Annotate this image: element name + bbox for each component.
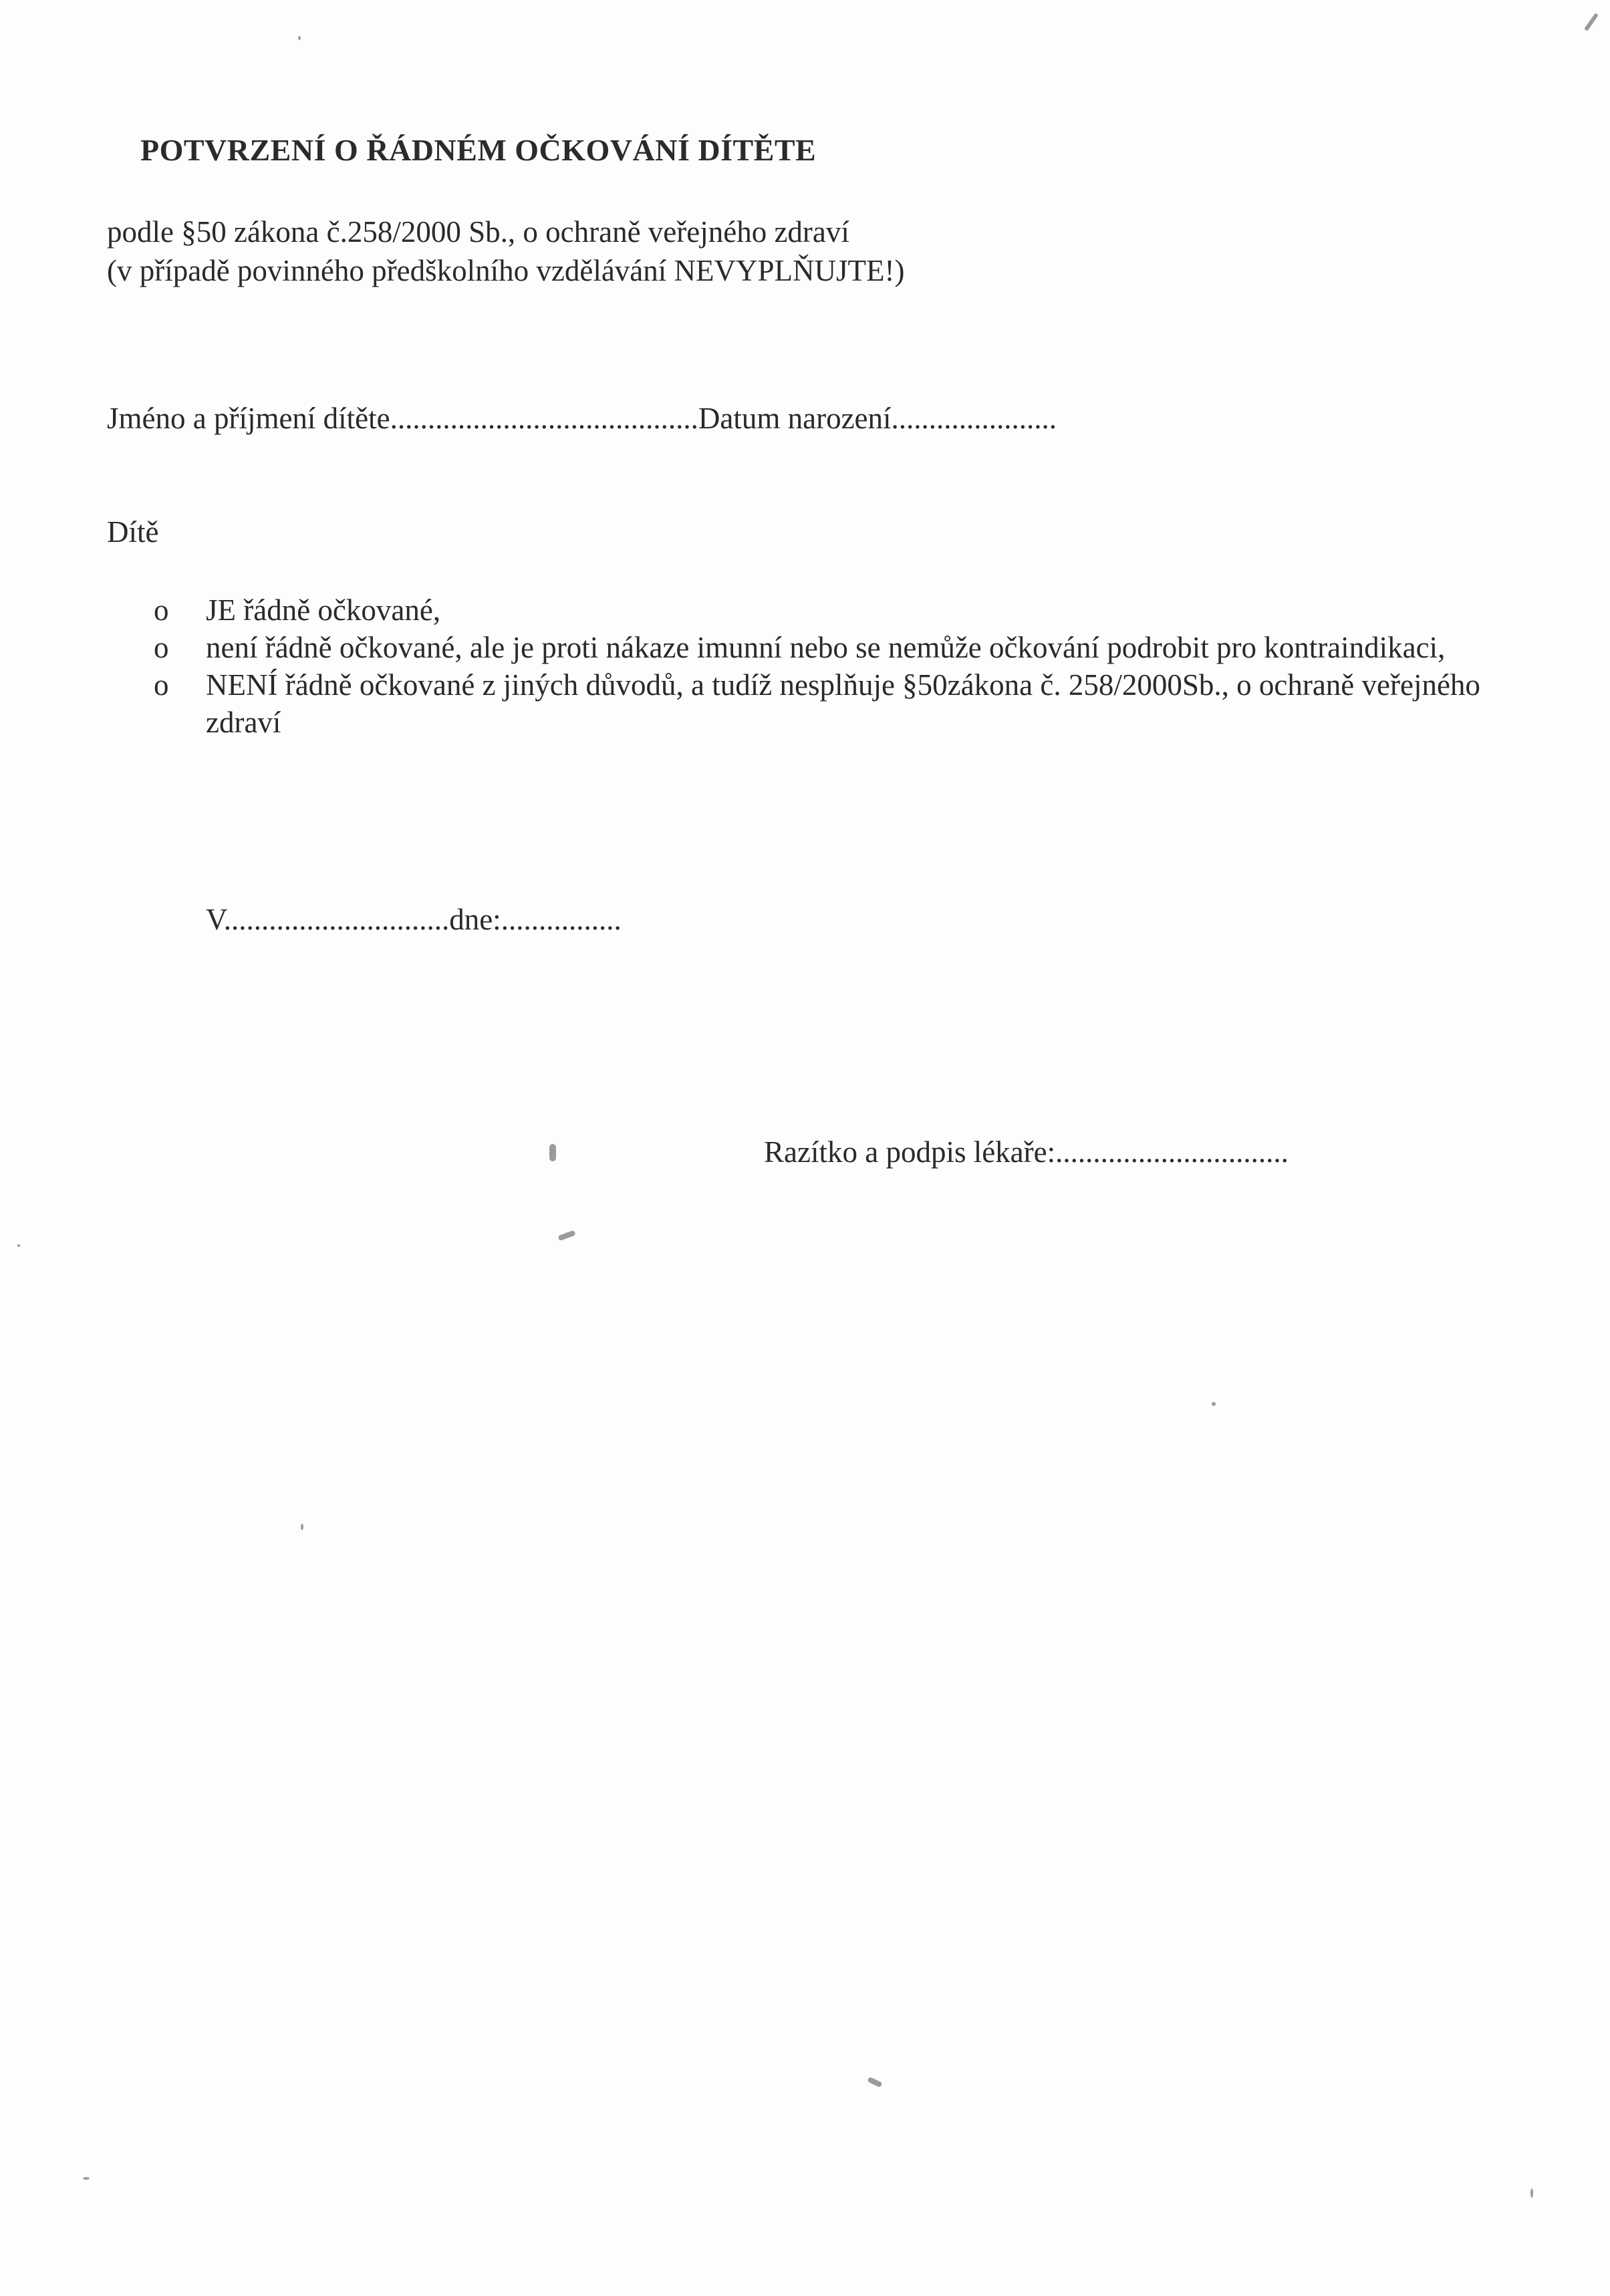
date-dots: ................ bbox=[501, 903, 622, 936]
option-not-vaccinated[interactable] bbox=[154, 666, 1504, 741]
birth-date-dots: ...................... bbox=[891, 402, 1057, 435]
option-immune-or-contraindicated[interactable] bbox=[154, 629, 1504, 666]
child-name-label: Jméno a příjmení dítěte bbox=[107, 402, 390, 435]
scan-speck bbox=[557, 1230, 575, 1241]
vaccination-options bbox=[154, 591, 1504, 741]
option-bullet[interactable]: o bbox=[154, 668, 169, 702]
child-name-dots: ......................................... bbox=[390, 402, 698, 435]
signature-dots: ............................... bbox=[1055, 1135, 1289, 1169]
signature-field[interactable] bbox=[764, 1135, 1289, 1169]
legal-line-2: (v případě povinného předškolního vzdělávání NEVYPLŇUJTE!) bbox=[107, 254, 905, 287]
option-bullet[interactable]: o bbox=[154, 631, 169, 664]
place-label: V bbox=[206, 903, 224, 936]
option-vaccinated[interactable] bbox=[154, 591, 1504, 629]
child-name-field[interactable] bbox=[107, 401, 1057, 436]
scan-speck bbox=[1530, 2188, 1533, 2198]
scan-speck bbox=[17, 1244, 20, 1247]
option-text: NENÍ řádně očkované z jiných důvodů, a tudíž nesplňuje §50zákona č. 258/2000Sb., o ochraně veřejného zdraví bbox=[206, 668, 1480, 739]
signature-label: Razítko a podpis lékaře: bbox=[764, 1135, 1056, 1169]
place-date-field[interactable] bbox=[206, 902, 622, 937]
legal-line-1: podle §50 zákona č.258/2000 Sb., o ochraně veřejného zdraví bbox=[107, 215, 849, 249]
scan-speck bbox=[1212, 1402, 1216, 1406]
scan-speck bbox=[83, 2177, 90, 2180]
date-label: dne: bbox=[449, 903, 501, 936]
document-title: POTVRZENÍ O ŘÁDNÉM OČKOVÁNÍ DÍTĚTE bbox=[140, 133, 817, 167]
scan-speck bbox=[298, 36, 301, 40]
birth-date-label: Datum narození bbox=[698, 402, 892, 435]
child-label: Dítě bbox=[107, 515, 159, 549]
scan-speck bbox=[867, 2077, 882, 2088]
legal-basis bbox=[107, 212, 904, 290]
scan-speck bbox=[549, 1144, 556, 1161]
scan-speck bbox=[1584, 13, 1599, 31]
scan-speck bbox=[301, 1524, 303, 1530]
place-dots: .............................. bbox=[223, 903, 450, 936]
option-text: není řádně očkované, ale je proti nákaze imunní nebo se nemůže očkování podrobit pro kontraindikaci, bbox=[206, 631, 1446, 664]
option-bullet[interactable]: o bbox=[154, 593, 169, 627]
option-text: JE řádně očkované, bbox=[206, 593, 441, 627]
